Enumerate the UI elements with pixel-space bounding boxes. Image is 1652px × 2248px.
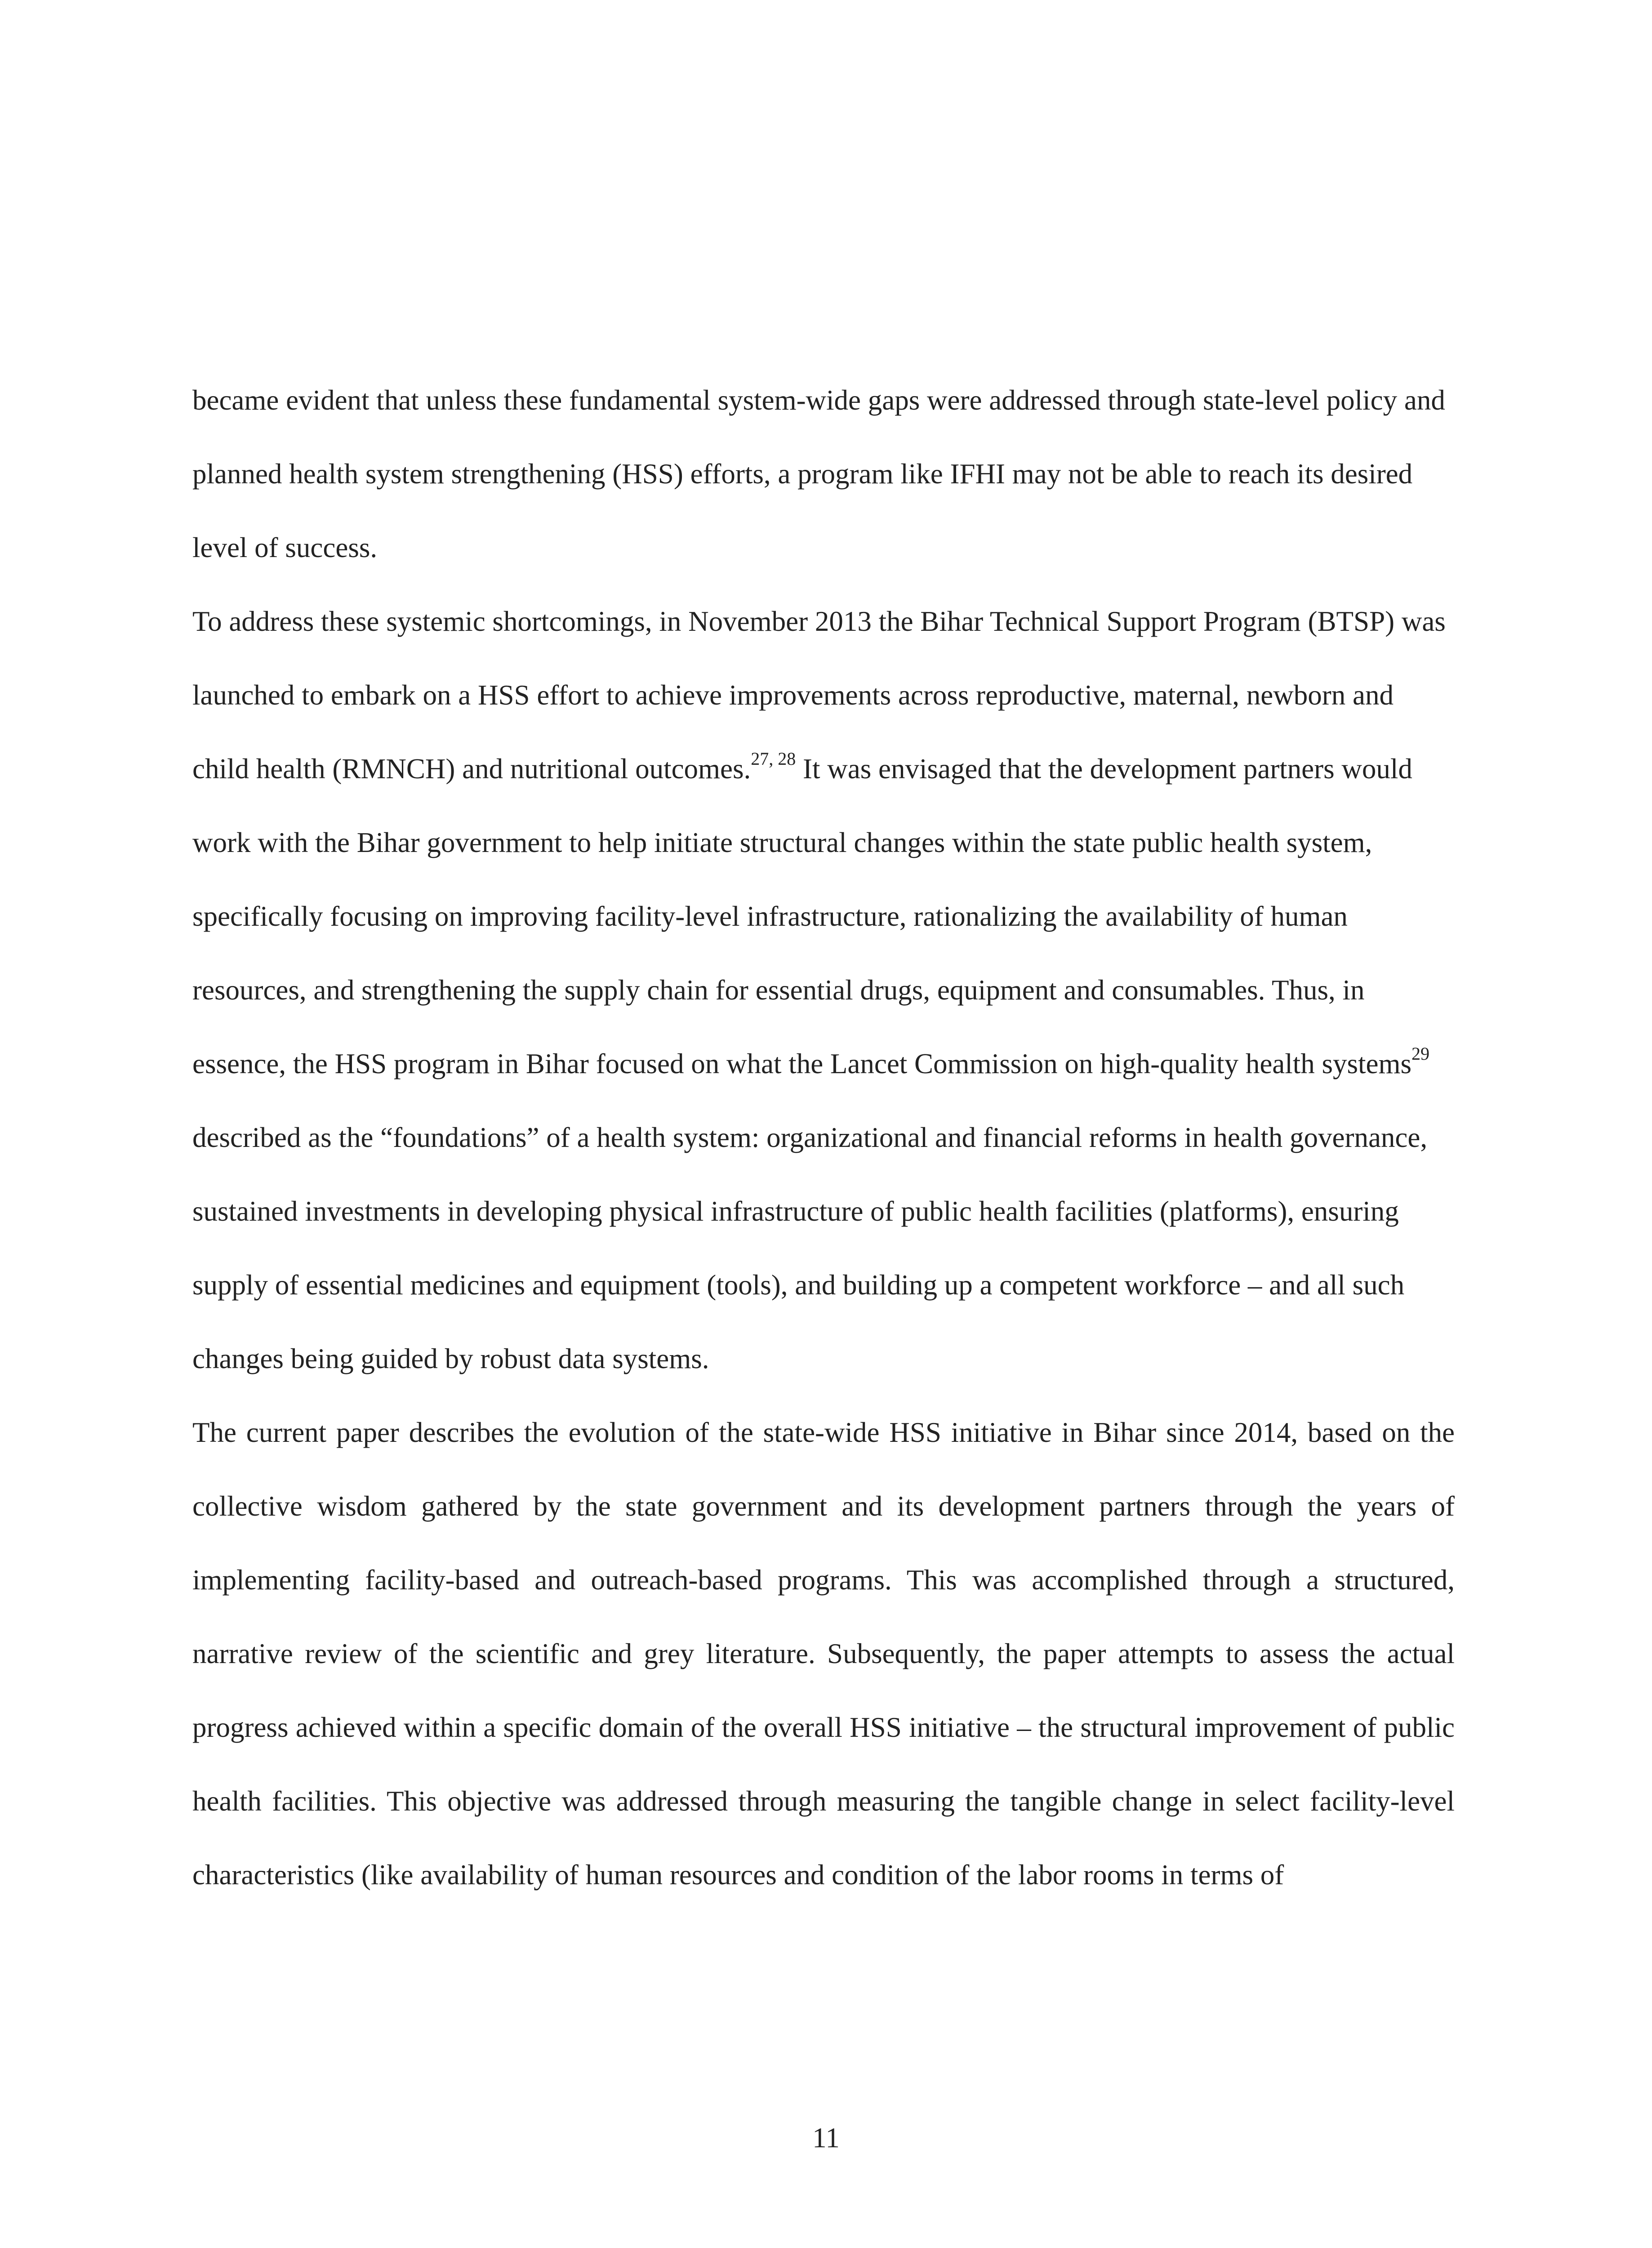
citation-27-28: 27, 28 xyxy=(751,749,796,769)
paragraph-1: became evident that unless these fundamental system-wide gaps were addressed through state-level policy and planned health system strengthening (HSS) efforts, a program like IFHI may not be able to reach its desired level of success. xyxy=(192,384,1445,563)
paragraph-2-text-part-2: It was envisaged that the development partners would work with the Bihar government to help initiate structural changes within the state public health system, specifically focusing on improving facility-level infrastructure, rationalizing the availability of human resources, and strengthening the supply chain for essential drugs, equipment and consumables. Thus, in essence, the HSS program in Bihar focused on what the Lancet Commission on high-quality health systems xyxy=(192,753,1412,1079)
paragraph-3: The current paper describes the evolution of the state-wide HSS initiative in Bihar since 2014, based on the collective wisdom gathered by the state government and its development partners through the years of implementing facility-based and outreach-based programs. This was accomplished through a structured, narrative review of the scientific and grey literature. Subsequently, the paper attempts to assess the actual progress achieved within a specific domain of the overall HSS initiative – the structural improvement of public health facilities. This objective was addressed through measuring the tangible change in select facility-level characteristics (like availability of human resources and condition of the labor rooms in terms of xyxy=(192,1417,1455,1891)
paragraph-2 xyxy=(192,584,1455,1396)
paragraph-2-text-part-3: described as the “foundations” of a health system: organizational and financial reforms in health governance, sustained investments in developing physical infrastructure of public health facilities (platforms), ensuring supply of essential medicines and equipment (tools), and building up a competent workforce – and all such changes being guided by robust data systems. xyxy=(192,1122,1428,1374)
body-text xyxy=(192,363,1455,1912)
page-number: 11 xyxy=(812,2122,840,2154)
paragraph-2-text-part-1: To address these systemic shortcomings, in November 2013 the Bihar Technical Support Program (BTSP) was launched to embark on a HSS effort to achieve improvements across reproductive, maternal, newborn and child health (RMNCH) and nutritional outcomes. xyxy=(192,606,1446,785)
citation-29: 29 xyxy=(1412,1044,1430,1064)
